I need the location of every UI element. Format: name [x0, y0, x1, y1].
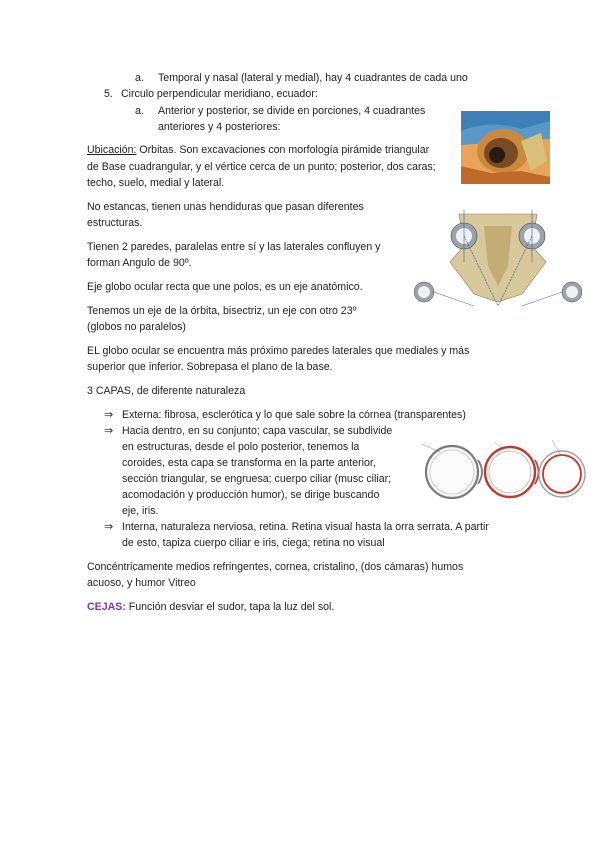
orbit-axes-diagram — [414, 206, 582, 318]
ubicacion-text: Orbitas. Son excavaciones con morfología pirámide triangular — [136, 144, 430, 156]
paragraph-line: Tenemos un eje de la órbita, bisectriz, un eje con otro 23º — [87, 305, 357, 317]
paragraph-line: No estancas, tienen unas hendiduras que pasan diferentes — [87, 201, 364, 213]
ubicacion-line3: techo, suelo, medial y lateral. — [87, 177, 225, 189]
arrow-bullet-icon: ⇒ — [104, 521, 114, 533]
list-marker: 5. — [104, 88, 113, 100]
bullet-line: en estructuras, desde el polo posterior, tenemos la — [122, 441, 360, 453]
arrow-bullet-icon: ⇒ — [104, 409, 114, 421]
paragraph-line: EL globo ocular se encuentra más próximo paredes laterales que mediales y más — [87, 345, 470, 357]
ubicacion-line1 — [87, 142, 429, 158]
bullet-line: eje, iris. — [122, 505, 159, 517]
bullet-line: Hacia dentro, en su conjunto; capa vascular, se subdivide — [122, 425, 393, 437]
list-item-text: Temporal y nasal (lateral y medial), hay 4 cuadrantes de cada uno — [158, 72, 468, 84]
paragraph-line: acuoso, y humor Vitreo — [87, 577, 196, 589]
arrow-bullet-icon: ⇒ — [104, 425, 114, 437]
bullet-line: Interna, naturaleza nerviosa, retina. Retina visual hasta la orra serrata. A partir — [122, 521, 489, 533]
bullet-line: de esto, tapiza cuerpo ciliar e iris, ciega; retina no visual — [122, 537, 385, 549]
list-marker: a. — [135, 72, 144, 84]
bullet-line: sección triangular, se engruesa; cuerpo ciliar (musc ciliar; — [122, 473, 392, 485]
eye-layers-diagram — [412, 430, 588, 512]
cejas-label: CEJAS: — [87, 601, 126, 613]
bullet-line: coroides, esta capa se transforma en la parte anterior, — [122, 457, 376, 469]
ubicacion-line2: de Base cuadrangular, y el vértice cerca de un punto; posterior, dos caras; — [87, 161, 436, 173]
cejas-line — [87, 599, 334, 615]
paragraph-line: forman Angulo de 90º. — [87, 257, 192, 269]
paragraph-line: Tienen 2 paredes, paralelas entre sí y las laterales confluyen y — [87, 241, 381, 253]
bullet-line: acomodación y producción humor), se dirige buscando — [122, 489, 380, 501]
bullet-line: Externa: fibrosa, esclerótica y lo que sale sobre la córnea (transparentes) — [122, 409, 466, 421]
paragraph-line: 3 CAPAS, de diferente naturaleza — [87, 385, 246, 397]
ubicacion-label: Ubicación: — [87, 144, 137, 156]
cejas-text: Función desviar el sudor, tapa la luz del sol. — [125, 601, 335, 613]
paragraph-line: Eje globo ocular recta que une polos, es un eje anatómico. — [87, 281, 363, 293]
list-marker: a. — [135, 105, 144, 117]
orbit-photo-figure — [461, 111, 550, 184]
paragraph-line: (globos no paralelos) — [87, 321, 186, 333]
list-item-text: Circulo perpendicular meridiano, ecuador: — [121, 88, 318, 100]
list-item-text: Anterior y posterior, se divide en porciones, 4 cuadrantes — [158, 105, 426, 117]
paragraph-line: Concéntricamente medios refringentes, cornea, cristalino, (dos cámaras) humos — [87, 561, 464, 573]
paragraph-line: superior que inferior. Sobrepasa el plano de la base. — [87, 361, 333, 373]
paragraph-line: estructuras. — [87, 217, 143, 229]
list-item-text: anteriores y 4 posteriores: — [158, 121, 281, 133]
